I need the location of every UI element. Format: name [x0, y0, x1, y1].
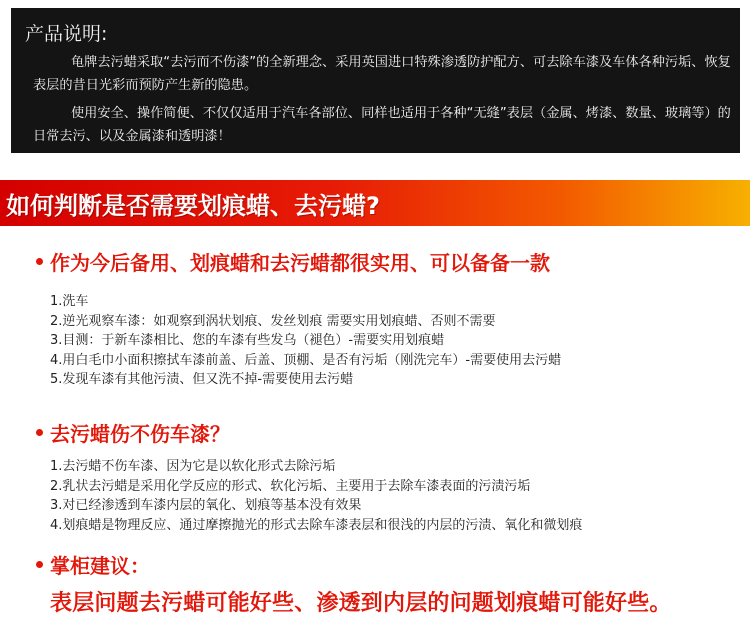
advice-text: 表层问题去污蜡可能好些、渗透到内层的问题划痕蜡可能好些。	[50, 591, 672, 616]
section-banner	[0, 180, 750, 226]
bullet-dot-icon	[36, 429, 43, 436]
list-item: 4.用白毛巾小面积擦拭车漆前盖、后盖、顶棚、是否有污垢（刚洗完车）-需要使用去污蜡	[50, 352, 562, 368]
section-1-heading: 作为今后备用、划痕蜡和去污蜡都很实用、可以备备一款	[50, 251, 550, 275]
section-2-list	[50, 457, 582, 535]
list-item: 4.划痕蜡是物理反应、通过摩擦抛光的形式去除车漆表层和很浅的内层的污渍、氧化和微划痕	[50, 517, 583, 533]
list-item: 5.发现车漆有其他污渍、但又洗不掉-需要使用去污蜡	[50, 372, 354, 388]
list-item: 3.对已经渗透到车漆内层的氧化、划痕等基本没有效果	[50, 498, 362, 514]
product-description-paragraph-1: 龟牌去污蜡采取“去污而不伤漆”的全新理念、采用英国进口特殊渗透防护配方、可去除车漆及车体各种污垢、恢复表层的昔日光彩而预防产生新的隐患。	[33, 55, 731, 93]
bullet-dot-icon	[36, 561, 43, 568]
section-3-heading: 掌柜建议：	[50, 554, 150, 578]
section-1-list	[50, 292, 561, 390]
product-description-paragraph-2: 使用安全、操作简便、不仅仅适用于汽车各部位、同样也适用于各种“无缝”表层（金属、烤漆、数量、玻璃等）的日常去污、以及金属漆和透明漆！	[33, 106, 731, 144]
list-item: 3.目测：于新车漆相比、您的车漆有些发乌（褪色）-需要实用划痕蜡	[50, 333, 445, 349]
product-description-box	[11, 8, 740, 153]
product-description-title: 产品说明:	[25, 23, 108, 45]
list-item: 2.乳状去污蜡是采用化学反应的形式、软化污垢、主要用于去除车漆表面的污渍污垢	[50, 478, 531, 494]
section-2-heading: 去污蜡伤不伤车漆？	[50, 422, 230, 446]
bullet-dot-icon	[36, 258, 43, 265]
list-item: 2.逆光观察车漆：如观察到涡状划痕、发丝划痕 需要实用划痕蜡、否则不需要	[50, 313, 496, 329]
list-item: 1.去污蜡不伤车漆、因为它是以软化形式去除污垢	[50, 459, 336, 474]
list-item: 1.洗车	[50, 294, 89, 309]
banner-title: 如何判断是否需要划痕蜡、去污蜡?	[6, 192, 380, 220]
